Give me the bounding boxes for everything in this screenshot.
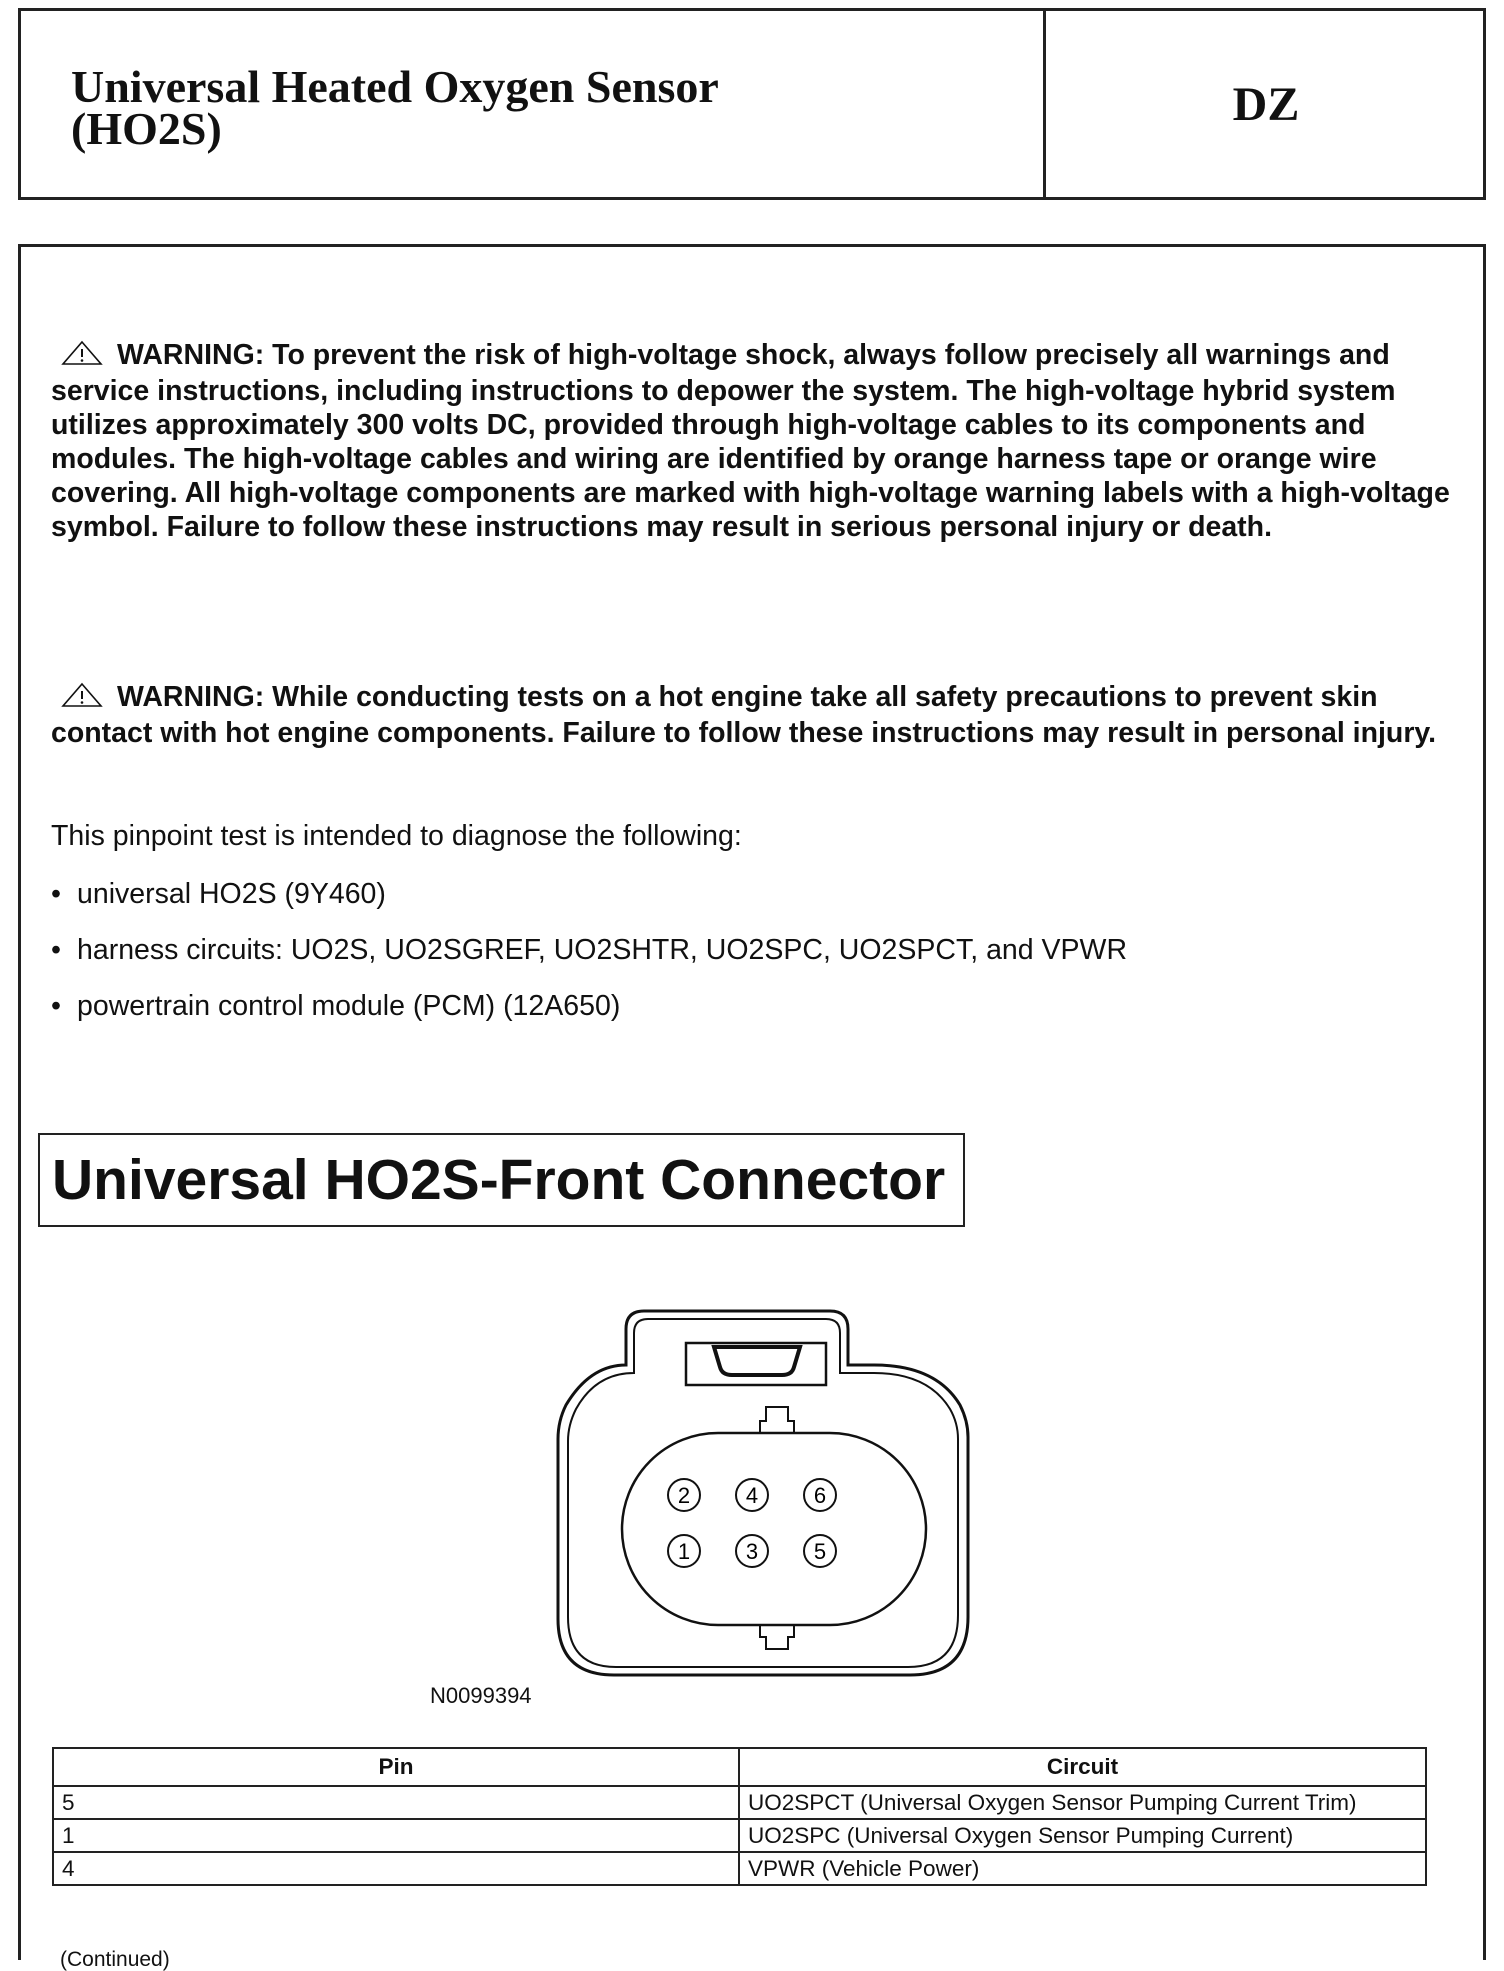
warning-triangle-icon [61,682,103,716]
circuit-cell: VPWR (Vehicle Power) [739,1852,1426,1885]
svg-text:3: 3 [745,1539,759,1564]
pin-4 [736,1479,768,1511]
connector-housing-inner [568,1319,958,1667]
pin-cell: 4 [53,1852,739,1885]
page-header [18,8,1486,200]
page-title-line-1: Universal Heated Oxygen Sensor [71,61,719,112]
table-row [53,1786,1426,1819]
page-title [71,61,1031,154]
svg-text:6: 6 [813,1483,827,1508]
section-code: DZ [1232,77,1300,131]
list-item: • universal HO2S (9Y460) [51,878,386,910]
bottom-key [760,1625,794,1649]
svg-text:4: 4 [745,1483,759,1508]
circuit-cell: UO2SPCT (Universal Oxygen Sensor Pumping Current Trim) [739,1786,1426,1819]
svg-text:1: 1 [677,1539,691,1564]
pin-6 [804,1479,836,1511]
pin-cell: 1 [53,1819,739,1852]
bullet-icon: • [51,934,61,966]
pin-2 [668,1479,700,1511]
pin-3 [736,1535,768,1567]
column-header-pin: Pin [53,1748,739,1786]
diagnose-list [51,876,1127,1044]
list-item: • harness circuits: UO2S, UO2SGREF, UO2SHTR, UO2SPC, UO2SPCT, and VPWR [51,934,1128,966]
connector-housing [558,1311,968,1675]
intro-text: This pinpoint test is intended to diagnose the following: [51,820,742,852]
pin-cavity [622,1433,926,1625]
warning-high-voltage [51,338,1451,544]
connector-diagram [556,1297,976,1687]
table-header-row [53,1748,1426,1786]
list-item: • powertrain control module (PCM) (12A650) [51,990,621,1022]
circuit-cell: UO2SPC (Universal Oxygen Sensor Pumping Current) [739,1819,1426,1852]
connector-latch [686,1343,826,1385]
bullet-icon: • [51,878,61,910]
section-title: Universal HO2S-Front Connector [38,1133,965,1227]
column-header-circuit: Circuit [739,1748,1426,1786]
figure-id: N0099394 [430,1683,532,1708]
warning-text: WARNING: To prevent the risk of high-voltage shock, always follow precisely all warnings and service instructions, including instructions to depower the system. The high-voltage hybrid system utilizes approximately 300 volts DC, provided through high-voltage cables to its components and modules. The high-voltage cables and wiring are identified by orange harness tape or orange wire covering. All high-voltage components are marked with high-voltage warning labels with a high-voltage symbol. Failure to follow these instructions may result in serious personal injury or death. [51,339,1450,543]
svg-text:5: 5 [813,1539,827,1564]
pin-5 [804,1535,836,1567]
continued-note: (Continued) [60,1948,170,1971]
top-key [760,1407,794,1433]
warning-triangle-icon [61,340,103,374]
pin-table [52,1747,1427,1886]
table-row [53,1852,1426,1885]
pin-1 [668,1535,700,1567]
connector-latch-tab [714,1347,800,1375]
table-row [53,1819,1426,1852]
svg-text:2: 2 [677,1483,691,1508]
pin-cell: 5 [53,1786,739,1819]
bullet-icon: • [51,990,61,1022]
warning-text: WARNING: While conducting tests on a hot engine take all safety precautions to prevent skin contact with hot engine components. Failure to follow these instructions may result in personal injury. [51,681,1437,749]
page-title-line-2: (HO2S) [71,103,222,154]
warning-hot-engine [51,680,1451,750]
